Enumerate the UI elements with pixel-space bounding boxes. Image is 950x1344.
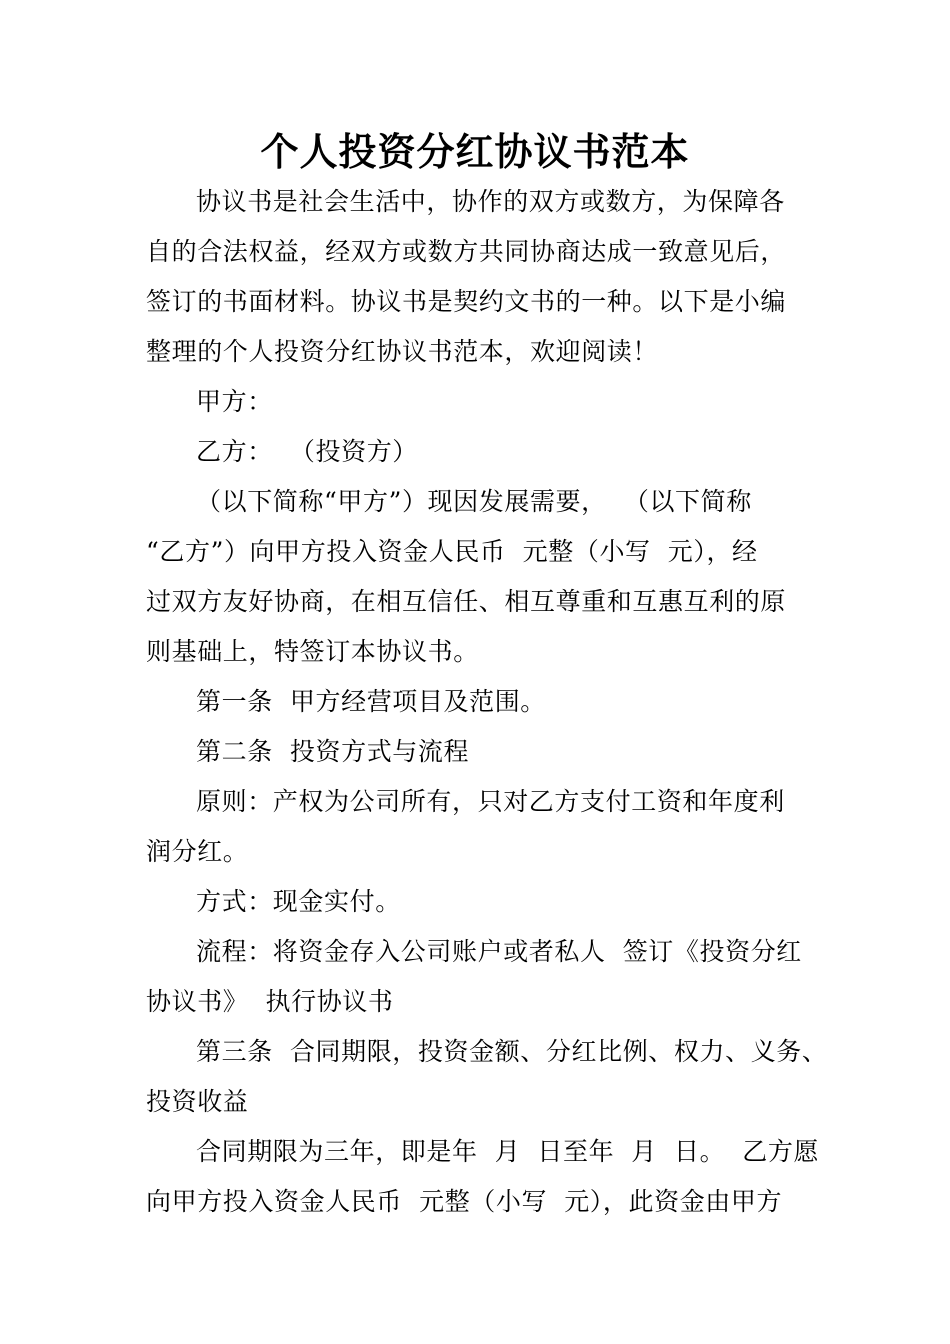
text-line: 过双方友好协商，在相互信任、相互尊重和互惠互利的原 <box>146 587 787 616</box>
text-line: 协议书是社会生活中，协作的双方或数方，为保障各 <box>196 187 785 216</box>
text-line: 向甲方投入资金人民币 元整（小写 元），此资金由甲方 <box>146 1187 783 1216</box>
text-line: 方式：现金实付。 <box>196 887 401 916</box>
document-title: 个人投资分红协议书范本 <box>260 129 690 174</box>
text-line: 第二条 投资方式与流程 <box>196 737 470 766</box>
text-line: “乙方”）向甲方投入资金人民币 元整（小写 元），经 <box>146 537 758 566</box>
text-line: 投资收益 <box>146 1087 249 1116</box>
text-line: 整理的个人投资分红协议书范本，欢迎阅读！ <box>146 337 659 366</box>
text-line: 签订的书面材料。协议书是契约文书的一种。以下是小编 <box>146 287 787 316</box>
text-line: 合同期限为三年，即是年 月 日至年 月 日。 乙方愿 <box>196 1137 820 1166</box>
text-line: 润分红。 <box>146 837 249 866</box>
text-line: 甲方： <box>196 387 273 416</box>
text-line: 第一条 甲方经营项目及范围。 <box>196 687 546 716</box>
text-line: 原则：产权为公司所有，只对乙方支付工资和年度利 <box>196 787 785 816</box>
text-line: 第三条 合同期限，投资金额、分红比例、权力、义务、 <box>196 1037 828 1066</box>
text-line: 协议书》 执行协议书 <box>146 987 394 1016</box>
text-line: 自的合法权益，经双方或数方共同协商达成一致意见后， <box>146 237 787 266</box>
text-line: 乙方： （投资方） <box>196 437 418 466</box>
text-line: （以下简称“甲方”）现因发展需要， （以下简称 <box>196 487 752 516</box>
text-line: 流程：将资金存入公司账户或者私人 签订《投资分红 <box>196 937 802 966</box>
text-line: 则基础上，特签订本协议书。 <box>146 637 479 666</box>
